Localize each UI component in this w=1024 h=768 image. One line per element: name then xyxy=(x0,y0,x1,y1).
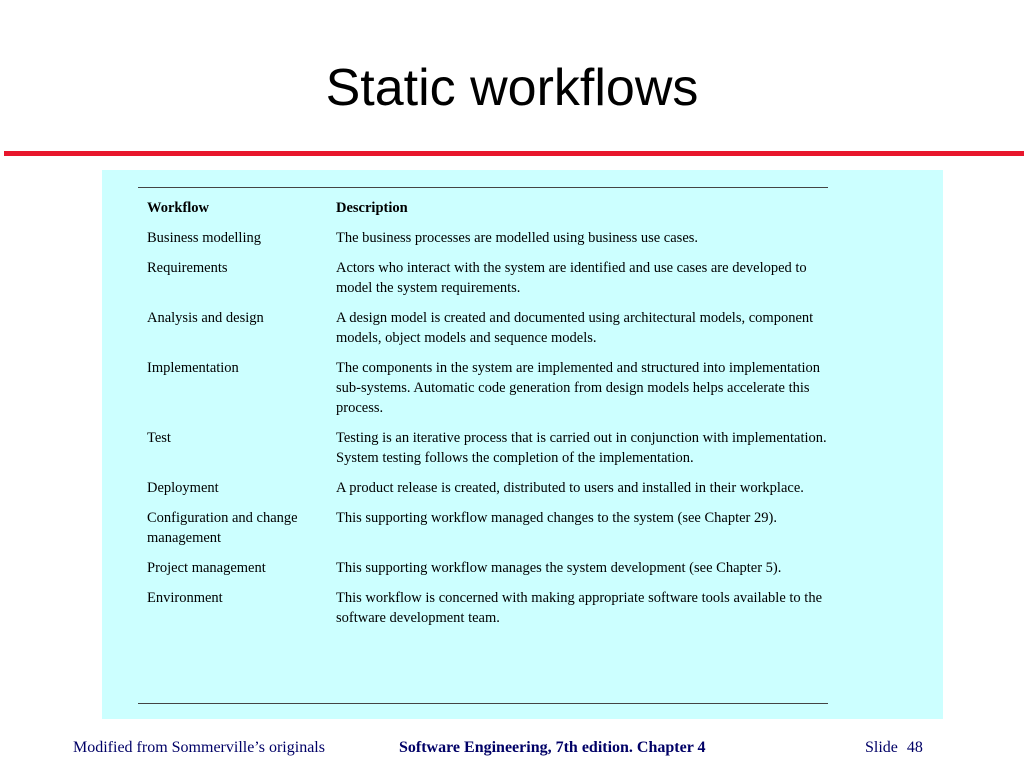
description-cell: The business processes are modelled using business use cases. xyxy=(336,230,699,246)
description-cell: A design model is created and documented using architectural models, component models, object models and sequence models. xyxy=(336,310,814,346)
workflow-cell: Requirements xyxy=(147,260,228,276)
description-cell: Actors who interact with the system are identified and use cases are developed to model the system requirements. xyxy=(336,260,807,296)
workflow-cell: Business modelling xyxy=(147,230,261,246)
slide-label: Slide xyxy=(865,739,898,756)
slide-title: Static workflows xyxy=(325,59,699,117)
footer-book-title: Software Engineering, 7th edition. Chapter 4 xyxy=(399,739,706,756)
workflow-cell: Environment xyxy=(147,590,223,606)
description-cell: The components in the system are implemented and structured into implementation sub-systems. Automatic code generation from design models helps accelerate this process. xyxy=(336,360,821,416)
table-row xyxy=(147,228,827,258)
table-top-rule xyxy=(138,187,828,188)
workflow-table xyxy=(147,198,827,638)
table-row xyxy=(147,308,827,358)
table-row xyxy=(147,358,827,428)
title-divider xyxy=(4,151,1024,156)
workflow-cell: Deployment xyxy=(147,480,219,496)
description-cell: This workflow is concerned with making appropriate software tools available to the software development team. xyxy=(336,590,823,626)
footer-credit: Modified from Sommerville’s originals xyxy=(73,739,325,756)
description-cell: This supporting workflow manages the system development (see Chapter 5). xyxy=(336,560,782,576)
workflow-cell: Implementation xyxy=(147,360,239,376)
table-row xyxy=(147,428,827,478)
workflow-cell: Analysis and design xyxy=(147,310,264,326)
slide-number: 48 xyxy=(906,739,923,756)
table-bottom-rule xyxy=(138,703,828,704)
table-header-row xyxy=(147,198,827,228)
workflow-cell: Test xyxy=(147,430,171,446)
table-row xyxy=(147,258,827,308)
workflow-cell: Configuration and change management xyxy=(147,510,298,546)
footer-slide-number xyxy=(865,737,923,759)
table-row xyxy=(147,558,827,588)
workflow-cell: Project management xyxy=(147,560,266,576)
table-row xyxy=(147,588,827,638)
table-row xyxy=(147,478,827,508)
table-panel xyxy=(102,170,943,719)
header-description: Description xyxy=(336,200,408,216)
description-cell: This supporting workflow managed changes to the system (see Chapter 29). xyxy=(336,510,777,526)
description-cell: Testing is an iterative process that is carried out in conjunction with implementation. System testing follows the completion of the implementation. xyxy=(336,430,827,466)
description-cell: A product release is created, distributed to users and installed in their workplace. xyxy=(336,480,804,496)
header-workflow: Workflow xyxy=(147,200,210,216)
table-row xyxy=(147,508,827,558)
